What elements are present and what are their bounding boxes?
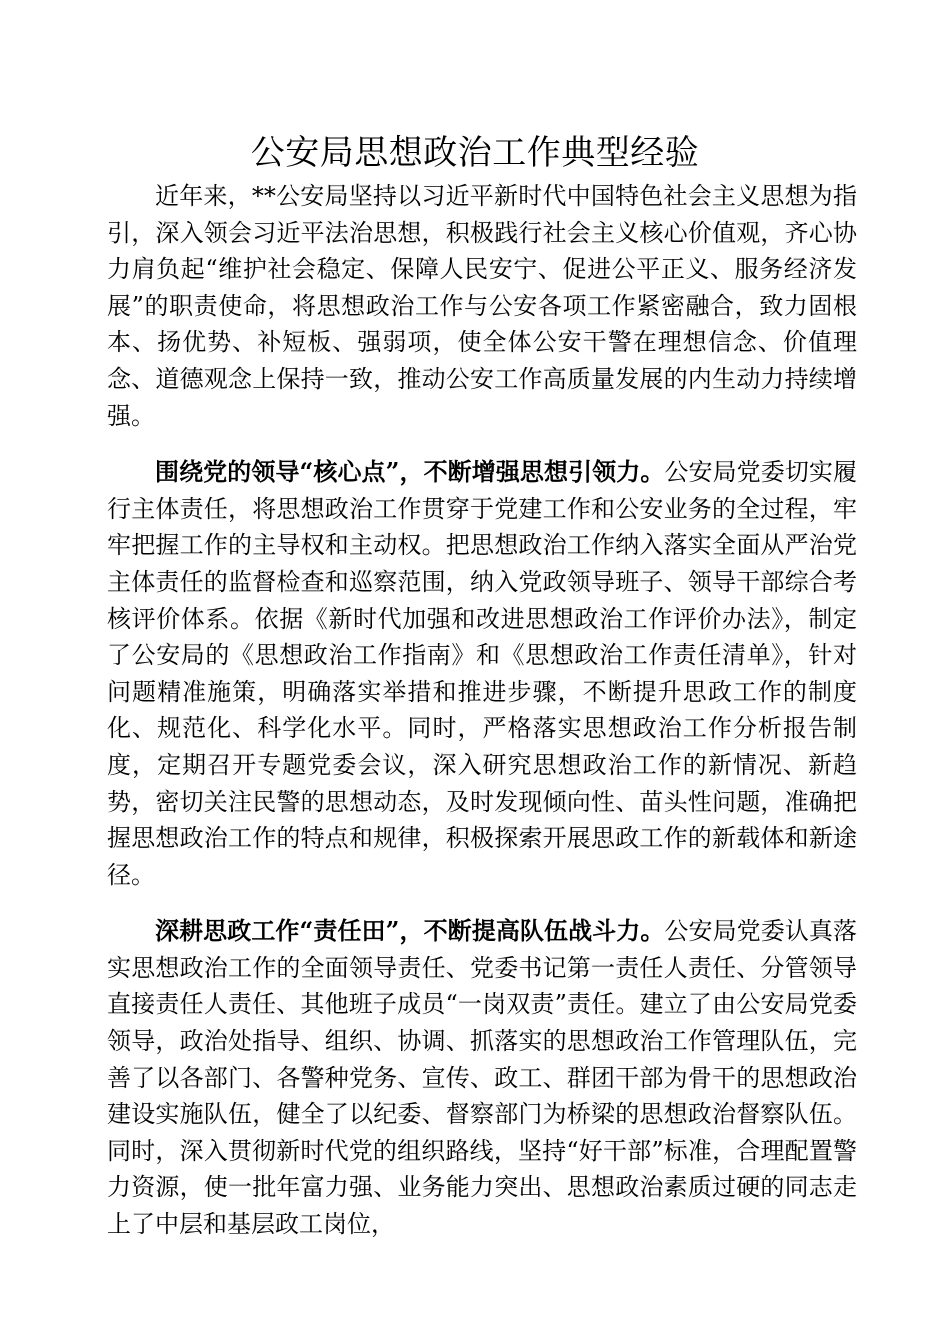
paragraph-intro (107, 178, 857, 434)
paragraph-text: 公安局党委切实履行主体责任，将思想政治工作贯穿于党建工作和公安业务的全过程，牢牢把握工作的主导权和主动权。把思想政治工作纳入落实全面从严治党主体责任的监督检查和巡察范围，纳入党政领导班子、领导干部综合考核评价体系。依据《新时代加强和改进思想政治工作评价办法》，制定了公安局的《思想政治工作指南》和《思想政治工作责任清单》，针对问题精准施策，明确落实举措和推进步骤，不断提升思政工作的制度化、规范化、科学化水平。同时，严格落实思想政治工作分析报告制度，定期召开专题党委会议，深入研究思想政治工作的新情况、新趋势，密切关注民警的思想动态，及时发现倾向性、苗头性问题，准确把握思想政治工作的特点和规律，积极探索开展思政工作的新载体和新途径。 (107, 458, 857, 889)
document-title: 公安局思想政治工作典型经验 (250, 133, 700, 173)
document-body (107, 178, 857, 1263)
paragraph-lead: 深耕思政工作“责任田”，不断提高队伍战斗力。 (155, 916, 665, 946)
paragraph-party-leadership (107, 454, 857, 893)
paragraph-responsibility (107, 913, 857, 1242)
paragraph-text: 公安局党委认真落实思想政治工作的全面领导责任、党委书记第一责任人责任、分管领导直接责任人责任、其他班子成员“一岗双责”责任。建立了由公安局党委领导，政治处指导、组织、协调、抓落实的思想政治工作管理队伍，完善了以各部门、各警种党务、宣传、政工、群团干部为骨干的思想政治建设实施队伍，健全了以纪委、督察部门为桥梁的思想政治督察队伍。同时，深入贯彻新时代党的组织路线，坚持“好干部”标准，合理配置警力资源，使一批年富力强、业务能力突出、思想政治素质过硬的同志走上了中层和基层政工岗位， (107, 917, 857, 1239)
paragraph-lead: 围绕党的领导“核心点”，不断增强思想引领力。 (155, 457, 665, 487)
paragraph-text: 近年来，**公安局坚持以习近平新时代中国特色社会主义思想为指引，深入领会习近平法治思想，积极践行社会主义核心价值观，齐心协力肩负起“维护社会稳定、保障人民安宁、促进公平正义、服务经济发展”的职责使命，将思想政治工作与公安各项工作紧密融合，致力固根本、扬优势、补短板、强弱项，使全体公安干警在理想信念、价值理念、道德观念上保持一致，推动公安工作高质量发展的内生动力持续增强。 (107, 182, 857, 430)
